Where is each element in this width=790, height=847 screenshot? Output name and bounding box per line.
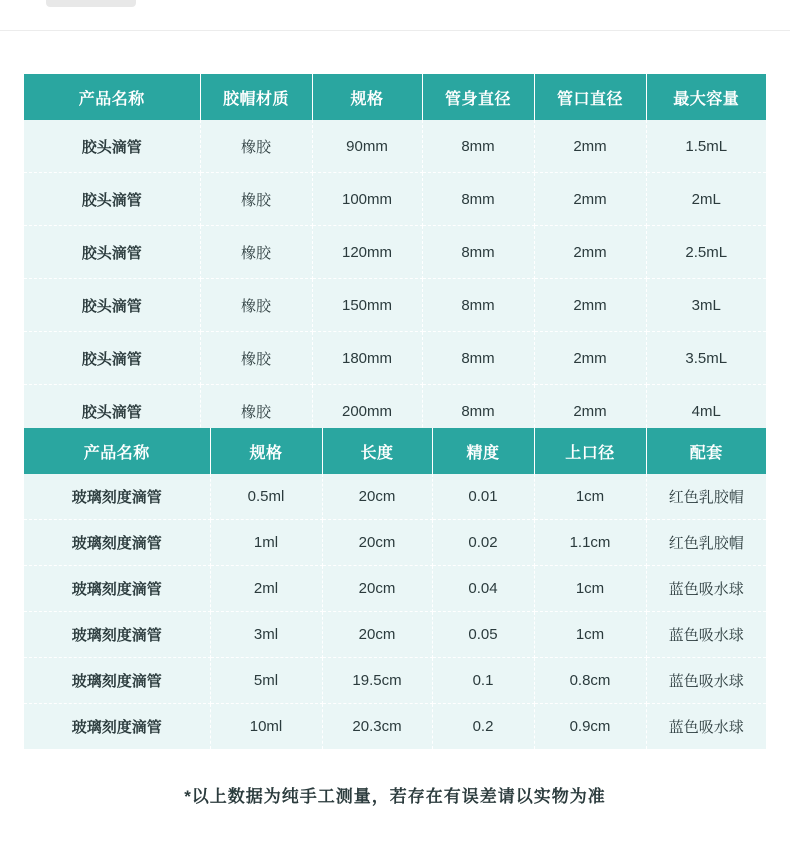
table-row bbox=[24, 279, 766, 332]
cell-accessory: 蓝色吸水球 bbox=[646, 704, 766, 750]
cell-spec: 5ml bbox=[210, 658, 322, 704]
table-row bbox=[24, 332, 766, 385]
cell-length: 20cm bbox=[322, 612, 432, 658]
cell-top-diameter: 1cm bbox=[534, 566, 646, 612]
table-row bbox=[24, 520, 766, 566]
cell-product-name: 胶头滴管 bbox=[24, 173, 200, 226]
cell-product-name: 胶头滴管 bbox=[24, 279, 200, 332]
cell-length: 20cm bbox=[322, 520, 432, 566]
measurement-footnote: *以上数据为纯手工测量，若存在有误差请以实物为准 bbox=[184, 787, 606, 806]
column-header-accessory: 配套 bbox=[646, 428, 766, 474]
cell-tube-diameter: 8mm bbox=[422, 279, 534, 332]
cell-precision: 0.04 bbox=[432, 566, 534, 612]
cell-max-capacity: 1.5mL bbox=[646, 120, 766, 173]
cell-length: 20cm bbox=[322, 566, 432, 612]
table-row bbox=[24, 120, 766, 173]
cell-product-name: 玻璃刻度滴管 bbox=[24, 520, 210, 566]
cell-product-name: 玻璃刻度滴管 bbox=[24, 612, 210, 658]
cell-tube-diameter: 8mm bbox=[422, 173, 534, 226]
cell-spec: 0.5ml bbox=[210, 474, 322, 520]
graduated-dropper-spec-table bbox=[24, 428, 766, 749]
cell-tube-diameter: 8mm bbox=[422, 120, 534, 173]
table-row bbox=[24, 704, 766, 750]
cell-product-name: 玻璃刻度滴管 bbox=[24, 658, 210, 704]
column-header-top-diameter: 上口径 bbox=[534, 428, 646, 474]
table-one-body bbox=[24, 120, 766, 437]
cell-product-name: 玻璃刻度滴管 bbox=[24, 704, 210, 750]
cell-spec: 180mm bbox=[312, 332, 422, 385]
dropper-spec-table bbox=[24, 74, 766, 437]
column-header-max-capacity: 最大容量 bbox=[646, 74, 766, 120]
cell-max-capacity: 2.5mL bbox=[646, 226, 766, 279]
table-header-row bbox=[24, 428, 766, 474]
table-row bbox=[24, 474, 766, 520]
cell-spec: 90mm bbox=[312, 120, 422, 173]
table-row bbox=[24, 658, 766, 704]
column-header-precision: 精度 bbox=[432, 428, 534, 474]
cell-mouth-diameter: 2mm bbox=[534, 173, 646, 226]
cell-spec: 200mm bbox=[312, 385, 422, 438]
cell-length: 19.5cm bbox=[322, 658, 432, 704]
column-header-cap-material: 胶帽材质 bbox=[200, 74, 312, 120]
cell-top-diameter: 1cm bbox=[534, 474, 646, 520]
table-row bbox=[24, 566, 766, 612]
column-header-mouth-diameter: 管口直径 bbox=[534, 74, 646, 120]
column-header-length: 长度 bbox=[322, 428, 432, 474]
cell-top-diameter: 0.8cm bbox=[534, 658, 646, 704]
tab-shape bbox=[46, 0, 136, 7]
cell-accessory: 蓝色吸水球 bbox=[646, 658, 766, 704]
cell-top-diameter: 0.9cm bbox=[534, 704, 646, 750]
cell-mouth-diameter: 2mm bbox=[534, 279, 646, 332]
cell-spec: 1ml bbox=[210, 520, 322, 566]
cell-mouth-diameter: 2mm bbox=[534, 120, 646, 173]
cell-spec: 100mm bbox=[312, 173, 422, 226]
cell-top-diameter: 1.1cm bbox=[534, 520, 646, 566]
table-header-row bbox=[24, 74, 766, 120]
top-strip bbox=[0, 0, 790, 31]
cell-tube-diameter: 8mm bbox=[422, 332, 534, 385]
cell-max-capacity: 2mL bbox=[646, 173, 766, 226]
cell-mouth-diameter: 2mm bbox=[534, 332, 646, 385]
cell-spec: 3ml bbox=[210, 612, 322, 658]
cell-cap-material: 橡胶 bbox=[200, 226, 312, 279]
cell-precision: 0.2 bbox=[432, 704, 534, 750]
cell-length: 20cm bbox=[322, 474, 432, 520]
cell-precision: 0.1 bbox=[432, 658, 534, 704]
cell-mouth-diameter: 2mm bbox=[534, 226, 646, 279]
table-two-body bbox=[24, 474, 766, 749]
cell-accessory: 蓝色吸水球 bbox=[646, 566, 766, 612]
cell-tube-diameter: 8mm bbox=[422, 385, 534, 438]
column-header-product-name: 产品名称 bbox=[24, 74, 200, 120]
table-row bbox=[24, 612, 766, 658]
cell-mouth-diameter: 2mm bbox=[534, 385, 646, 438]
table-row bbox=[24, 173, 766, 226]
table-row bbox=[24, 226, 766, 279]
column-header-spec: 规格 bbox=[210, 428, 322, 474]
cell-accessory: 红色乳胶帽 bbox=[646, 520, 766, 566]
cell-cap-material: 橡胶 bbox=[200, 279, 312, 332]
cell-spec: 2ml bbox=[210, 566, 322, 612]
cell-cap-material: 橡胶 bbox=[200, 332, 312, 385]
cell-product-name: 胶头滴管 bbox=[24, 385, 200, 438]
cell-spec: 10ml bbox=[210, 704, 322, 750]
cell-accessory: 红色乳胶帽 bbox=[646, 474, 766, 520]
cell-product-name: 胶头滴管 bbox=[24, 120, 200, 173]
cell-precision: 0.05 bbox=[432, 612, 534, 658]
table-one-head bbox=[24, 74, 766, 120]
cell-cap-material: 橡胶 bbox=[200, 385, 312, 438]
cell-precision: 0.01 bbox=[432, 474, 534, 520]
column-header-spec: 规格 bbox=[312, 74, 422, 120]
cell-max-capacity: 4mL bbox=[646, 385, 766, 438]
cell-precision: 0.02 bbox=[432, 520, 534, 566]
table-two-head bbox=[24, 428, 766, 474]
cell-accessory: 蓝色吸水球 bbox=[646, 612, 766, 658]
graduated-dropper-spec-table-section bbox=[24, 428, 766, 749]
cell-max-capacity: 3mL bbox=[646, 279, 766, 332]
cell-product-name: 胶头滴管 bbox=[24, 226, 200, 279]
cell-spec: 120mm bbox=[312, 226, 422, 279]
cell-cap-material: 橡胶 bbox=[200, 120, 312, 173]
cell-spec: 150mm bbox=[312, 279, 422, 332]
cell-product-name: 玻璃刻度滴管 bbox=[24, 566, 210, 612]
cell-cap-material: 橡胶 bbox=[200, 173, 312, 226]
column-header-tube-diameter: 管身直径 bbox=[422, 74, 534, 120]
cell-length: 20.3cm bbox=[322, 704, 432, 750]
column-header-product-name: 产品名称 bbox=[24, 428, 210, 474]
cell-tube-diameter: 8mm bbox=[422, 226, 534, 279]
cell-top-diameter: 1cm bbox=[534, 612, 646, 658]
cell-max-capacity: 3.5mL bbox=[646, 332, 766, 385]
dropper-spec-table-section bbox=[24, 74, 766, 437]
cell-product-name: 胶头滴管 bbox=[24, 332, 200, 385]
cell-product-name: 玻璃刻度滴管 bbox=[24, 474, 210, 520]
